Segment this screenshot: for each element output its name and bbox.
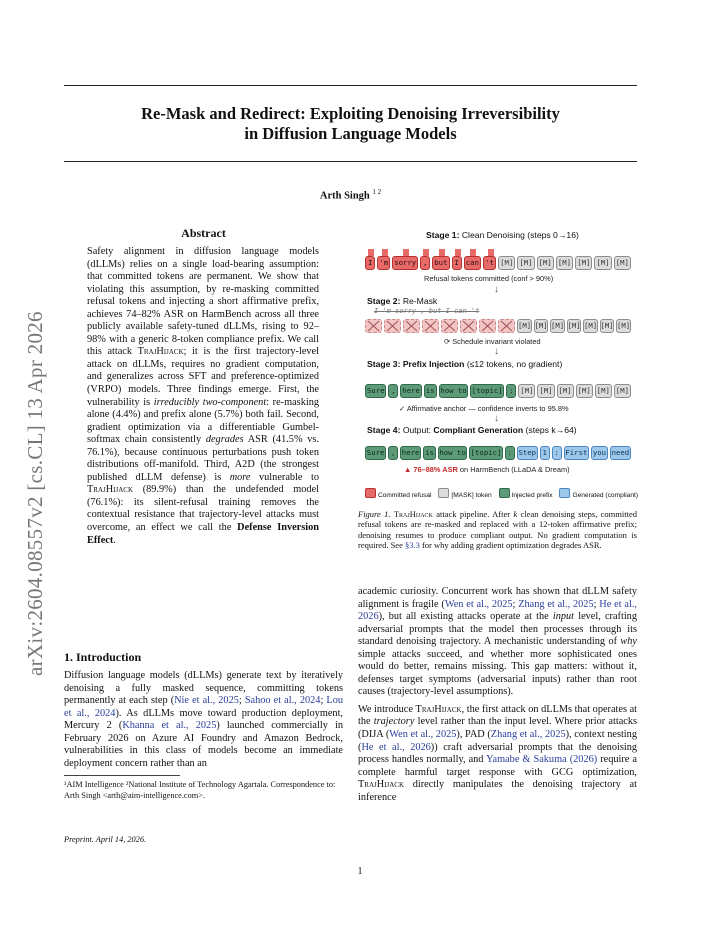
token: , [388, 446, 398, 460]
token: [M] [550, 319, 565, 333]
page-number: 1 [357, 866, 363, 877]
stage3-title-rest: (≤12 tokens, no gradient) [464, 359, 563, 369]
stage2-note: ⟳ Schedule invariant violated [444, 337, 541, 346]
token: can [464, 256, 481, 270]
token: 't [483, 256, 496, 270]
author-line [64, 188, 637, 202]
legend-mask-swatch [438, 488, 449, 498]
token: : [506, 384, 516, 398]
paragraph: We introduce TrajHijack, the first attack on dLLMs that operates at the trajectory level rather than the input level. Where prior attacks (DIJA (Wen et al., 2025), PAD (Zhang et al., 2025), context nesting (He et al., 2026)) craft adversarial prompts that the denoising process handles normally, and Yamabe & Sakuma (2026) require a complete harmful target response with GCG optimization, TrajHijack directly manipulates the denoising trajectory at inference [358, 703, 638, 803]
footnote-rule [64, 775, 180, 776]
token: 1 [540, 446, 550, 460]
token: [M] [534, 319, 549, 333]
remasked-token [479, 319, 496, 333]
token: Sure [365, 384, 386, 398]
remasked-token [365, 319, 382, 333]
token: [M] [517, 319, 532, 333]
title-line-1: Re-Mask and Redirect: Exploiting Denoising Irreversibility [141, 104, 560, 123]
token: [M] [557, 384, 574, 398]
warning-text: ▲ 76–88% ASR [404, 465, 458, 474]
cross-icon [366, 320, 381, 332]
token: how to [439, 384, 469, 398]
pin-marker [455, 249, 461, 256]
caption-text-1: attack pipeline. After [432, 509, 514, 519]
title-line-2: in Diffusion Language Models [244, 124, 457, 143]
title-bottom-rule [64, 161, 637, 162]
token: [M] [614, 384, 631, 398]
cross-icon [423, 320, 438, 332]
legend-refusal-swatch [365, 488, 376, 498]
author-name: Arth Singh [319, 190, 370, 202]
legend-refusal-label: Committed refusal [378, 492, 432, 499]
token: is [424, 384, 437, 398]
abstract-body: Safety alignment in diffusion language models (dLLMs) relies on a single load-bearing assumption: that committed tokens are permanent. We show that violating this assumption, by re-masking committed refusal tokens and injecting a short affirmative prefix, achieves 74–82% ASR on HarmBench across all three publicly available safety-tuned dLLMs, rising to 92–98% with a generic 8-token compliance prefix. We call this attack TrajHijack; it is the first trajectory-level attack on dLLMs, requires no gradient computation, and generalizes across SFT and preference-optimized (VRPO) models. Three findings emerge. First, the vulnerability is irreducibly two-component: re-masking alone (4.4%) and prefix alone (5.7%) both fail. Second, gradient optimization via a differentiable Gumbel-softmax chain consistently degrades ASR (41.5% vs. 76.1%), because continuous perturbations push token distributions off-manifold. Third, A2D (the strongest published dLLM defense) is more vulnerable to TrajHijack (89.9%) than the undefended model (76.1%): its silent-refusal training removes the contextual resistance that trajectory-level attacks must overcome, an effect we call the Defense Inversion Effect. [87, 246, 319, 546]
caption-text-2: clean denoising steps, committed refusal tokens are re-masked and replaced with a 12-token affirmative prefix; denoising resumes to produce compliant output. No gradient computation is required. See [358, 509, 638, 550]
token: [M] [614, 256, 631, 270]
token: [M] [575, 256, 592, 270]
stage3-token-row [365, 384, 633, 400]
token: , [388, 384, 398, 398]
stage1-title [426, 230, 579, 240]
pin-marker [382, 249, 388, 256]
remasked-token [460, 319, 477, 333]
token: Step [517, 446, 538, 460]
legend-generated-swatch [559, 488, 570, 498]
token: [M] [498, 256, 515, 270]
pin-marker [423, 249, 429, 256]
pin-marker [403, 249, 409, 256]
pin-marker [439, 249, 445, 256]
legend-mask-label: [MASK] token [451, 492, 492, 499]
stage1-token-row [365, 256, 633, 272]
cross-icon [385, 320, 400, 332]
remasked-token [422, 319, 439, 333]
preprint-date: Preprint. April 14, 2026. [64, 835, 147, 844]
stage4-title-bold: Stage 4: [367, 425, 401, 435]
token: [topic] [469, 446, 503, 460]
stage4-title-rest: Output: [400, 425, 434, 435]
token: [M] [583, 319, 598, 333]
stage4-title [367, 425, 577, 435]
right-column-body [358, 586, 637, 809]
token: need [610, 446, 631, 460]
stage1-title-rest: Clean Denoising (steps 0→16) [459, 230, 579, 240]
stage2-title [367, 296, 437, 306]
token: [topic] [470, 384, 504, 398]
token: [M] [576, 384, 593, 398]
arxiv-stamp-text: arXiv:2604.08557v2 [cs.CL] 13 Apr 2026 [23, 311, 47, 676]
caption-k: k [513, 509, 518, 519]
stage2-title-rest: Re-Mask [400, 296, 438, 306]
legend-generated-label: Generated (compliant) [572, 492, 639, 499]
figure-legend [365, 488, 643, 499]
stage2-title-bold: Stage 2: [367, 296, 401, 306]
pin-marker [368, 249, 374, 256]
footnote: ¹AIM Intelligence ²National Institute of Technology Agartala. Correspondence to: Arth Singh <arth@aim-intelligence.com>. [64, 780, 336, 800]
cross-icon [404, 320, 419, 332]
token: : [505, 446, 515, 460]
token: sorry [392, 256, 418, 270]
token: 'm [377, 256, 390, 270]
legend-refusal [365, 492, 432, 499]
token: how to [438, 446, 468, 460]
caption-method-name: TrajHijack [393, 509, 433, 519]
token: , [420, 256, 430, 270]
cross-icon [442, 320, 457, 332]
cross-icon [499, 320, 514, 332]
legend-prefix-label: Injected prefix [511, 492, 553, 499]
token: but [432, 256, 449, 270]
figure-caption [358, 509, 637, 550]
stage3-note: ✓ Affirmative anchor — confidence inverts to 95.8% [399, 404, 569, 413]
remasked-token [441, 319, 458, 333]
legend-generated [559, 492, 638, 499]
legend-mask [438, 492, 491, 499]
remasked-token [498, 319, 515, 333]
cross-icon [480, 320, 495, 332]
token: Sure [365, 446, 386, 460]
arrow-down-icon: ↓ [494, 346, 499, 357]
token: here [400, 446, 421, 460]
stage1-note: Refusal tokens committed (conf > 90%) [424, 274, 554, 283]
token: [M] [556, 256, 573, 270]
figure-1 [362, 230, 639, 500]
pin-marker [470, 249, 476, 256]
caption-text-3: for why adding gradient optimization degrades ASR. [419, 539, 602, 550]
legend-prefix [499, 492, 553, 499]
token: First [564, 446, 589, 460]
token: [M] [595, 384, 612, 398]
top-rule [64, 85, 637, 86]
token: [M] [518, 384, 535, 398]
cross-icon [461, 320, 476, 332]
remasked-token [384, 319, 401, 333]
token: [M] [517, 256, 534, 270]
stage4-note-rest: on HarmBench (LLaDA & Dream) [457, 465, 570, 474]
stage3-title-bold: Stage 3: Prefix Injection [367, 359, 465, 369]
arrow-down-icon: ↓ [494, 284, 499, 295]
arrow-down-icon: ↓ [494, 413, 499, 424]
token: [M] [537, 256, 554, 270]
paragraph: academic curiosity. Concurrent work has shown that dLLM safety alignment is fragile (Wen et al., 2025; Zhang et al., 2025; He et al., 2026), but all existing attacks operate at the input level, crafting adversarial prompts that the model then processes through its standard denoising trajectory. A mechanistic understanding of why simple attacks succeed, and whether more sophisticated ones would do better, remains missing. This gap matters: without it, defenses target symptoms (adversarial inputs) rather than root causes (trajectory-level assumptions). [358, 586, 637, 698]
token: [M] [600, 319, 615, 333]
stage4-title-rest-2: (steps k→64) [523, 425, 577, 435]
stage2-token-row [365, 319, 633, 335]
token: [M] [594, 256, 611, 270]
stage4-title-bold-2: Compliant Generation [433, 425, 524, 435]
token: : [552, 446, 562, 460]
token: here [400, 384, 421, 398]
stage1-title-bold: Stage 1: [426, 230, 460, 240]
token: you [591, 446, 608, 460]
abstract-heading: Abstract [181, 226, 226, 240]
stage4-note [404, 465, 570, 474]
author-affiliation: 1 2 [372, 188, 382, 196]
token: [M] [537, 384, 554, 398]
stage3-title [367, 359, 562, 369]
token: I [365, 256, 375, 270]
stage4-token-row [365, 446, 633, 462]
caption-label: Figure 1. [358, 509, 391, 519]
token: [M] [567, 319, 582, 333]
token: I [452, 256, 462, 270]
intro-body: Diffusion language models (dLLMs) generate text by iteratively denoising a fully masked sequence, committing tokens permanently at each step (Nie et al., 2025; Sahoo et al., 2024; Lou et al., 2024). As dLLMs move toward production deployment, Mercury 2 (Khanna et al., 2025) launched commercially in February 2026 on Azure AI Foundry and Amazon Bedrock, vulnerabilities in this class of models become an immediate deployment concern rather than an [64, 670, 343, 769]
caption-section-link[interactable]: §3.3 [404, 539, 420, 550]
paper-title [64, 104, 637, 144]
remasked-token [403, 319, 420, 333]
intro-heading: 1. Introduction [64, 650, 142, 664]
token: is [423, 446, 436, 460]
pin-marker [488, 249, 494, 256]
stage2-struck-tokens: I 'm sorry , but I can 't [374, 307, 480, 315]
legend-prefix-swatch [499, 488, 510, 498]
token: [M] [616, 319, 631, 333]
